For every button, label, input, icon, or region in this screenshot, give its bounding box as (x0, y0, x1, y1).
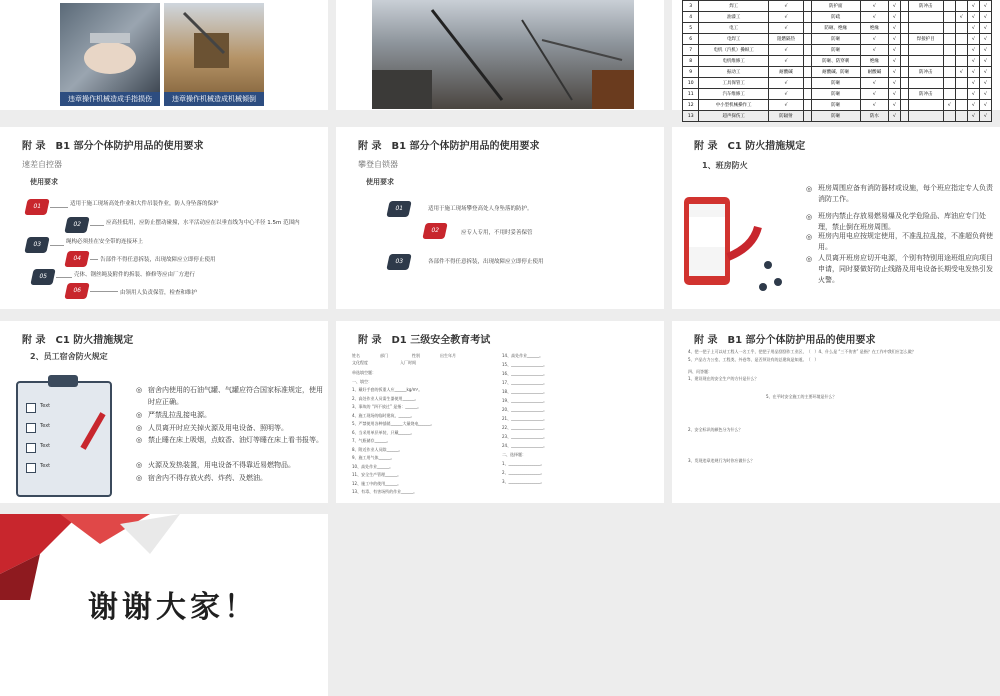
table-cell: √ (888, 67, 900, 78)
table-cell (943, 34, 955, 45)
table-cell (955, 56, 967, 67)
table-cell: √ (967, 67, 979, 78)
requirement-text: 适用于施工现场高处作业和大件吊装作业，防人身坠落的保护 (70, 201, 219, 207)
person-icon-b (774, 278, 782, 286)
table-cell: √ (979, 56, 991, 67)
table-cell (955, 89, 967, 100)
table-cell: √ (955, 12, 967, 23)
table-cell: 6 (683, 34, 699, 45)
table-row (683, 56, 992, 67)
table-cell: 11 (683, 89, 699, 100)
number-badge: 02 (64, 217, 89, 233)
slide-subtitle: 1、班房防火 (702, 161, 748, 170)
table-cell (943, 89, 955, 100)
slide-ppe-table[interactable] (672, 0, 1000, 119)
requirement-text: 由领用人负责保管，检查和维护 (120, 290, 198, 296)
number-badge: 01 (24, 199, 49, 215)
table-cell: √ (768, 12, 803, 23)
machine-illustration (164, 3, 264, 95)
table-cell (908, 78, 943, 89)
exam-line: 14、高处作业______。 (502, 353, 544, 358)
caption-left: 违章操作机械造成手指损伤 (60, 92, 160, 106)
collapse-illustration (372, 0, 634, 109)
exam-line: 24、________________。 (502, 443, 548, 448)
question-line: 四、问答题： (688, 369, 712, 374)
slide-staff-dorm-fire[interactable] (0, 321, 328, 503)
thanks-text: 谢谢大家！ (88, 590, 258, 625)
requirement-text: 壳体、钢丝绳及附件的拆装、修修等应由厂方进行 (74, 272, 196, 278)
table-cell: 电工 (699, 23, 769, 34)
exam-line: 20、________________。 (502, 407, 548, 412)
slide-title: 附 录 C1 防火措施规定 (694, 141, 806, 152)
slide-title: 附 录 B1 部分个体防护用品的使用要求 (358, 141, 540, 152)
table-cell (908, 100, 943, 111)
number-badge: 05 (30, 269, 55, 285)
slide-title: 附 录 B1 部分个体防护用品的使用要求 (694, 335, 876, 346)
usage-label: 使用要求 (30, 178, 58, 186)
bullet-marker: ◎ (136, 424, 143, 432)
table-cell: 8 (683, 56, 699, 67)
bullet-marker: ◎ (136, 436, 143, 444)
table-cell: 耐酸碱、防砸 (811, 67, 860, 78)
table-cell: √ (860, 34, 888, 45)
connector-line (50, 207, 68, 208)
table-cell: √ (888, 78, 900, 89)
table-cell: √ (888, 34, 900, 45)
ppe-table (682, 0, 992, 122)
table-row (683, 111, 992, 122)
dorm-rule-text: 禁止睡在床上吸烟，点蚊香、油灯等睡在床上看书报等。 (148, 436, 323, 444)
table-cell (901, 56, 909, 67)
table-cell: √ (979, 23, 991, 34)
table-cell: √ (979, 89, 991, 100)
table-cell (955, 100, 967, 111)
table-row (683, 45, 992, 56)
exam-line: 16、________________。 (502, 371, 548, 376)
usage-label: 使用要求 (366, 178, 394, 186)
table-cell: √ (860, 78, 888, 89)
table-cell (943, 12, 955, 23)
table-cell (901, 78, 909, 89)
person-icon-c (759, 283, 767, 291)
photo-machine-overturn (164, 3, 264, 95)
slide-climbing-lock[interactable] (336, 127, 664, 309)
table-cell: √ (967, 45, 979, 56)
table-cell: √ (888, 12, 900, 23)
table-cell: √ (768, 23, 803, 34)
table-cell: √ (979, 111, 991, 122)
table-row (683, 78, 992, 89)
table-cell: √ (768, 1, 803, 12)
table-cell (804, 45, 812, 56)
table-cell: √ (860, 100, 888, 111)
bullet-marker: ◎ (136, 386, 143, 394)
slide-speed-controller[interactable] (0, 127, 328, 309)
table-cell (908, 111, 943, 122)
table-cell (901, 89, 909, 100)
exam-line: 2、________________。 (502, 470, 545, 475)
table-cell: √ (768, 78, 803, 89)
table-cell: 中小型机械操作工 (699, 100, 769, 111)
slide-collapse-photo[interactable] (336, 0, 664, 110)
bullet-marker: ◎ (136, 411, 143, 419)
bullet-marker: ◎ (806, 185, 813, 193)
number-badge: 03 (24, 237, 49, 253)
table-cell (908, 12, 943, 23)
exam-line: 23、________________。 (502, 434, 548, 439)
table-cell (804, 23, 812, 34)
connector-line (90, 259, 98, 260)
requirement-text: 适用于施工现场攀登高处人身坠落的防护。 (428, 206, 533, 212)
table-cell (943, 45, 955, 56)
slide-title: 附 录 D1 三级安全教育考试 (358, 335, 491, 346)
table-cell (901, 12, 909, 23)
table-cell: 4 (683, 12, 699, 23)
table-cell: 汽车维修工 (699, 89, 769, 100)
table-cell (955, 23, 967, 34)
table-cell (804, 1, 812, 12)
exam-line: 10、高处作业______。 (352, 463, 394, 469)
table-cell: 防砸 (811, 111, 860, 122)
table-cell: √ (768, 45, 803, 56)
table-cell: √ (955, 67, 967, 78)
dorm-rule-text: 宿舍内使用的石油气罐、气罐应符合国家标准规定，使用时应正确。 (148, 386, 323, 406)
table-cell: √ (967, 111, 979, 122)
exam-line: 6、当采用单层单装，只戴______。 (352, 429, 415, 435)
table-cell: 12 (683, 100, 699, 111)
table-cell: √ (888, 111, 900, 122)
slide-subtitle: 2、员工宿舍防火规定 (30, 352, 108, 361)
table-cell: 阻燃隔热 (768, 34, 803, 45)
question-line: 5、产品方力公室、工程类、外卷等、是否须设有的总建筑是知道。（ ） (688, 357, 819, 362)
table-row (683, 67, 992, 78)
table-cell: √ (888, 89, 900, 100)
table-cell: 防砸 (811, 34, 860, 45)
exam-line: 1、戴好手套的扳重人应______kg/m²。 (352, 387, 423, 392)
table-cell: √ (967, 12, 979, 23)
question-line: 3、发现违章违规行为时你应做什么？ (688, 458, 755, 463)
table-cell: 13 (683, 111, 699, 122)
exam-line: 二、选择题： (502, 452, 526, 457)
exam-line: 7、气瓶储存______。 (352, 438, 391, 443)
table-cell: √ (768, 100, 803, 111)
table-cell (804, 89, 812, 100)
question-line: 5、在平时安全施工的主要环境是什么？ (766, 394, 837, 399)
table-cell: 电机维修工 (699, 56, 769, 67)
table-cell (955, 34, 967, 45)
table-cell: 超声探伤工 (699, 111, 769, 122)
table-cell (804, 56, 812, 67)
table-cell: 防冲击 (908, 1, 943, 12)
connector-line (90, 291, 118, 292)
table-cell (943, 56, 955, 67)
table-cell: √ (860, 12, 888, 23)
table-cell: 防疏 (811, 12, 860, 23)
table-cell (901, 1, 909, 12)
table-cell (804, 67, 812, 78)
table-cell (943, 23, 955, 34)
number-badge: 01 (386, 201, 411, 217)
table-cell: √ (860, 89, 888, 100)
exam-line: 21、________________。 (502, 416, 548, 421)
slide-dorm-fire[interactable] (672, 127, 1000, 309)
table-cell: 防砸 (811, 45, 860, 56)
table-cell (901, 34, 909, 45)
requirement-text: 应专人专用，不用时妥善保管 (461, 230, 533, 236)
exam-header-2: 文化程度 入厂时间 (352, 360, 416, 365)
question-line: 2、安全标识的颜色分为什么？ (688, 427, 743, 432)
exam-line: 3、事故的 “四不放过” 是指：______。 (352, 404, 422, 409)
exam-line: 15、________________。 (502, 362, 548, 367)
bullet-marker: ◎ (136, 461, 143, 469)
table-cell (955, 78, 967, 89)
table-cell: 焊接护目 (908, 34, 943, 45)
table-cell (804, 100, 812, 111)
slide-subtitle: 攀登自锁器 (358, 160, 398, 169)
table-cell (943, 1, 955, 12)
dorm-rule-text: 宿舍内不得存放火药、炸药、及燃油。 (148, 474, 267, 482)
clipboard-text: Text (40, 423, 51, 429)
table-row (683, 23, 992, 34)
table-cell: 3 (683, 1, 699, 12)
requirement-text: 应高挂低用，应防止摆动碰撞，水平活动应在以垂直线为中心半径 1.5m 范围内 (106, 220, 300, 226)
table-cell: √ (967, 56, 979, 67)
number-badge: 03 (386, 254, 411, 270)
clipboard-box (26, 443, 36, 453)
table-cell: √ (888, 23, 900, 34)
table-cell: √ (888, 45, 900, 56)
table-cell: √ (943, 100, 955, 111)
table-cell (908, 45, 943, 56)
table-cell: 防水 (860, 111, 888, 122)
exam-line: 4、施工现场的临时建筑，______。 (352, 412, 415, 418)
table-cell: 绝缘 (860, 23, 888, 34)
table-cell: 油漆工 (699, 12, 769, 23)
table-cell: √ (979, 12, 991, 23)
table-cell: 7 (683, 45, 699, 56)
table-cell (908, 23, 943, 34)
caption-right: 违章操作机械造成机械倾倒 (164, 92, 264, 106)
table-cell: 防砸 (811, 89, 860, 100)
table-cell: √ (967, 1, 979, 12)
table-cell: 防砸 (811, 78, 860, 89)
table-row (683, 100, 992, 111)
exam-line: 19、________________。 (502, 398, 548, 403)
bullet-marker: ◎ (806, 213, 813, 221)
table-row (683, 89, 992, 100)
connector-line (50, 245, 64, 246)
table-cell: 耐酸碱 (768, 67, 803, 78)
exam-line: 2、高处作业人员需生器使用______。 (352, 395, 419, 401)
table-cell: 振动工 (699, 67, 769, 78)
table-cell (901, 45, 909, 56)
table-row (683, 12, 992, 23)
person-icon-a (764, 261, 772, 269)
table-cell (955, 1, 967, 12)
table-cell: 10 (683, 78, 699, 89)
slide-safety-exam[interactable] (336, 321, 664, 503)
bullet-marker: ◎ (806, 233, 813, 241)
clipboard-box (26, 463, 36, 473)
table-cell: 防冲击 (908, 67, 943, 78)
clipboard-text: Text (40, 463, 51, 469)
table-cell (943, 67, 955, 78)
table-cell: 绝缘 (860, 56, 888, 67)
table-cell: √ (768, 56, 803, 67)
table-cell (901, 23, 909, 34)
question-line: 4、把一把子上可以站工程人一名工乎，把把子用品刮刮作工业区，（ ）4、什么是 “三不伤害” 是指？在工作中我们应怎么做？ (688, 349, 916, 354)
table-cell: 9 (683, 67, 699, 78)
table-cell: 防砸、绝缘 (811, 23, 860, 34)
slide-title: 附 录 C1 防火措施规定 (22, 335, 134, 346)
exam-line: 22、________________。 (502, 425, 548, 430)
phone-magnet-illustration (678, 187, 788, 299)
connector-line (90, 225, 104, 226)
requirement-text: 各部件不得任意拆装，出现故障应立即停止使用 (428, 259, 544, 265)
table-cell: 防护面 (811, 1, 860, 12)
dorm-rule-text: 严禁乱拉乱接电源。 (148, 411, 211, 419)
requirement-text: 绳构必须挂在安全带的连接环上 (66, 239, 144, 245)
table-cell: √ (967, 78, 979, 89)
table-cell (804, 34, 812, 45)
table-cell: 防砸 (811, 100, 860, 111)
question-line: 1、建设现在的安全生产的方针是什么？ (688, 376, 759, 381)
table-cell: √ (860, 45, 888, 56)
table-cell: 焊工 (699, 1, 769, 12)
table-cell: 工具保管工 (699, 78, 769, 89)
clipboard-text: Text (40, 403, 51, 409)
table-cell (943, 111, 955, 122)
table-cell: √ (888, 100, 900, 111)
table-cell: 防辐射 (768, 111, 803, 122)
clipboard-clip (48, 375, 78, 387)
photo-structure-collapse (372, 0, 634, 109)
table-cell: 5 (683, 23, 699, 34)
table-cell: 电机（汽机）操纵工 (699, 45, 769, 56)
table-cell (901, 100, 909, 111)
exam-line: 9、施工用气体______。 (352, 455, 395, 460)
table-cell: √ (979, 67, 991, 78)
exam-line: 17、________________。 (502, 380, 548, 385)
fire-rule-text: 班房周围应备有消防器材或设施，每个班应指定专人负责消防工作。 (818, 184, 993, 203)
table-cell: √ (967, 100, 979, 111)
slide-accident-photos[interactable] (0, 0, 328, 110)
clipboard-icon (16, 381, 112, 497)
table-row (683, 1, 992, 12)
table-cell: √ (967, 34, 979, 45)
fire-rule-text: 人员离开班房应切开电源，个别有特别用途班组应向项目申请，同时要做好防止线路及用电设备长期受电发热引发火警。 (818, 254, 993, 284)
table-cell: √ (979, 34, 991, 45)
table-cell: 电焊工 (699, 34, 769, 45)
number-badge: 02 (422, 223, 447, 239)
table-cell (804, 12, 812, 23)
exam-line: 5、严禁使用各种插销______大量烧电______。 (352, 421, 435, 426)
slide-subtitle: 速差自控器 (22, 160, 62, 169)
dorm-rule-text: 人员离开时应关掉火源及用电设备、照明等。 (148, 424, 288, 432)
number-badge: 06 (64, 283, 89, 299)
table-cell: √ (979, 78, 991, 89)
table-cell (955, 111, 967, 122)
number-badge: 04 (64, 251, 89, 267)
table-cell (804, 111, 812, 122)
table-cell: √ (888, 1, 900, 12)
exam-line: 单选填空题： (352, 370, 376, 375)
connector-line (56, 277, 72, 278)
slide-title: 附 录 B1 部分个体防护用品的使用要求 (22, 141, 204, 152)
bullet-marker: ◎ (136, 474, 143, 482)
table-cell: √ (860, 1, 888, 12)
table-cell (955, 45, 967, 56)
clipboard-box (26, 423, 36, 433)
exam-line: 12、施工中的使用______。 (352, 480, 402, 486)
table-cell (908, 56, 943, 67)
table-cell: √ (967, 89, 979, 100)
table-cell: √ (979, 1, 991, 12)
exam-header: 姓名 部门 性别 出生年月 (352, 353, 456, 358)
table-cell: √ (979, 100, 991, 111)
exam-line: 1、________________。 (502, 461, 545, 466)
table-cell (901, 111, 909, 122)
slide-thanks[interactable] (0, 514, 328, 696)
table-cell: 防砸、防穿刺 (811, 56, 860, 67)
bullet-marker: ◎ (806, 255, 813, 263)
slide-ppe-questions[interactable] (672, 321, 1000, 503)
table-cell: √ (888, 56, 900, 67)
table-cell (943, 78, 955, 89)
table-cell: 防冲击 (908, 89, 943, 100)
table-cell (901, 67, 909, 78)
table-cell: √ (979, 45, 991, 56)
table-cell: √ (967, 23, 979, 34)
table-cell (804, 78, 812, 89)
clipboard-text: Text (40, 443, 51, 449)
clipboard-box (26, 403, 36, 413)
requirement-text: 告部件不得任意拆装，出现故障应立即停止使用 (100, 257, 216, 263)
fire-rule-text: 班房内用电应按规定使用，不准乱拉乱接，不准超负荷使用。 (818, 232, 993, 251)
exam-line: 3、________________。 (502, 479, 545, 484)
photo-hand-injury (60, 3, 160, 95)
table-row (683, 34, 992, 45)
table-cell: √ (768, 89, 803, 100)
exam-line: 11、安全生产管理______。 (352, 472, 402, 477)
fire-rule-text: 班房内禁止存放易燃易爆及化学危险品、库油应专门处理，禁止倒在班房周围。 (818, 212, 986, 231)
exam-line: 18、________________。 (502, 389, 548, 394)
hand-illustration (60, 3, 160, 95)
exam-line: 13、有毒、有害场所的作业______。 (352, 489, 418, 494)
dorm-rule-text: 火源及发热装置，用电设备不得靠近易燃物品。 (148, 461, 295, 469)
exam-line: 8、附近作业人员除______。 (352, 446, 403, 452)
exam-line: 一、填空： (352, 378, 372, 384)
table-cell: 耐酸碱 (860, 67, 888, 78)
